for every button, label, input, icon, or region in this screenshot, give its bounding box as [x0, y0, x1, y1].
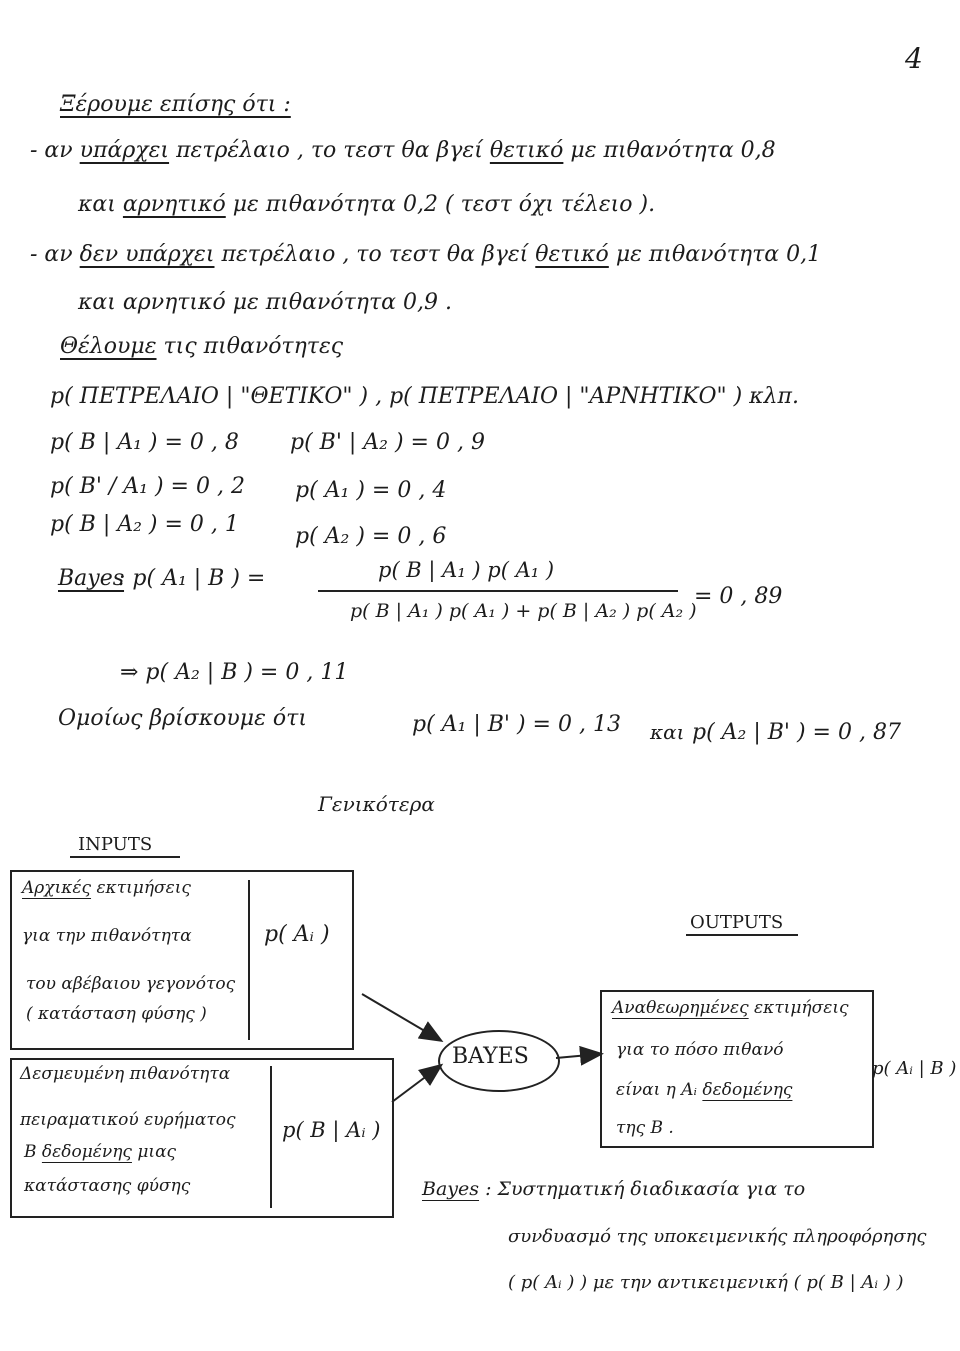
- targets-line: p( ΠΕΤΡΕΛΑΙΟ | "ΘΕΤΙΚΟ" ) , p( ΠΕΤΡΕΛΑΙΟ | "ΑΡΝΗΤΙΚΟ" ) κλπ.: [50, 384, 799, 409]
- page-number: 4: [905, 42, 923, 75]
- bayes-node-label: BAYES: [452, 1044, 529, 1069]
- posterior-line4: της B .: [616, 1118, 674, 1138]
- case1b-prefix: και: [78, 192, 116, 217]
- arrow-likelihood-to-bayes: [392, 1066, 440, 1102]
- bayes-numerator: p( B | A₁ ) p( A₁ ): [378, 558, 555, 582]
- likelihood-line1: Δεσμευμένη πιθανότητα: [20, 1064, 231, 1084]
- case1-suffix: με πιθανότητα 0,8: [570, 138, 776, 163]
- posterior-title-u: Αναθεωρημένες: [612, 998, 749, 1018]
- footer-line1: [422, 1178, 805, 1200]
- bayes-denominator: p( B | A₁ ) p( A₁ ) + p( B | A₂ ) p( A₂ ): [350, 600, 697, 622]
- similarly-and: και: [650, 720, 685, 744]
- arrow-prior-to-bayes: [362, 994, 440, 1040]
- case1-exists: υπάρχει: [79, 138, 170, 163]
- posterior-title-rest: εκτιμήσεις: [754, 998, 849, 1018]
- similarly-eq1: p( A₁ | B' ) = 0 , 13: [412, 712, 621, 737]
- case2-prefix: - αν: [30, 242, 73, 267]
- case1-positive: θετικό: [489, 138, 564, 163]
- likelihood-b: B: [24, 1142, 37, 1162]
- case1-mid: πετρέλαιο , το τεστ θα βγεί: [176, 138, 483, 163]
- bayes-result: = 0 , 89: [694, 584, 783, 609]
- prob-b-a2: p( B | A₂ ) = 0 , 1: [50, 512, 239, 537]
- posterior-title: [612, 998, 849, 1018]
- case2-suffix: με πιθανότητα 0,1: [615, 242, 822, 267]
- likelihood-given: δεδομένης: [41, 1142, 132, 1162]
- likelihood-line4: κατάστασης φύσης: [24, 1176, 191, 1196]
- posterior-given: δεδομένης: [702, 1080, 793, 1100]
- posterior-line3: [616, 1080, 792, 1100]
- footer-line2: συνδυασμό της υποκειμενικής πληροφόρησης: [508, 1226, 927, 1247]
- posterior-line3-prefix: είναι η Aᵢ: [616, 1080, 697, 1100]
- similarly-eq2: p( A₂ | B' ) = 0 , 87: [692, 720, 901, 745]
- case2-not-exists: δεν υπάρχει: [79, 242, 215, 267]
- case2-line2: και αρνητικό με πιθανότητα 0,9 .: [78, 290, 452, 315]
- prob-bprime-a1: p( B' / A₁ ) = 0 , 2: [50, 474, 245, 499]
- case2-positive: θετικό: [535, 242, 609, 267]
- posterior-line2: για το πόσο πιθανό: [616, 1040, 784, 1060]
- prior-line3: του αβέβαιου γεγονότος: [26, 974, 236, 994]
- implies-line: ⇒ p( A₂ | B ) = 0 , 11: [120, 660, 349, 685]
- footer-line3: ( p( Aᵢ ) ) με την αντικειμενική ( p( B | Aᵢ ) ): [508, 1272, 904, 1293]
- prior-title-u: Αρχικές: [22, 878, 92, 898]
- want-rest: τις πιθανότητες: [163, 334, 344, 359]
- prob-bprime-a2: p( B' | A₂ ) = 0 , 9: [290, 430, 485, 455]
- want-label: Θέλουμε: [60, 334, 157, 359]
- case1b-negative: αρνητικό: [122, 192, 226, 217]
- prior-symbol: p( Aᵢ ): [264, 922, 330, 947]
- intro-line: Ξέρουμε επίσης ότι :: [60, 92, 291, 117]
- bayes-lhs: : p( A₁ | B ) =: [118, 566, 266, 591]
- likelihood-line2: πειραματικού ευρήματος: [20, 1110, 236, 1130]
- similarly-text: Ομοίως βρίσκουμε ότι: [58, 706, 307, 731]
- generally-heading: Γενικότερα: [318, 792, 435, 816]
- case1b-suffix: με πιθανότητα 0,2 ( τεστ όχι τέλειο ).: [232, 192, 656, 217]
- likelihood-a: μιας: [137, 1142, 177, 1162]
- prob-b-a1: p( B | A₁ ) = 0 , 8: [50, 430, 239, 455]
- prob-a1: p( A₁ ) = 0 , 4: [295, 478, 447, 503]
- prior-line2: για την πιθανότητα: [22, 926, 192, 946]
- prior-title-rest: εκτιμήσεις: [96, 878, 191, 898]
- footer-label: Bayes: [422, 1178, 480, 1200]
- case1-prefix: - αν: [30, 138, 73, 163]
- posterior-symbol: p( Aᵢ | B ): [872, 1058, 957, 1079]
- case2-mid: πετρέλαιο , το τεστ θα βγεί: [221, 242, 529, 267]
- prob-a2: p( A₂ ) = 0 , 6: [295, 524, 447, 549]
- footer-line1-rest: : Συστηματική διαδικασία για το: [485, 1178, 806, 1200]
- bayes-label: Bayes: [58, 566, 125, 591]
- arrow-bayes-to-output: [556, 1054, 600, 1058]
- outputs-label: OUTPUTS: [690, 912, 784, 933]
- likelihood-symbol: p( B | Aᵢ ): [282, 1118, 381, 1142]
- prior-line4: ( κατάσταση φύσης ): [26, 1004, 207, 1024]
- inputs-label: INPUTS: [78, 834, 153, 855]
- outputs-underline: [686, 934, 798, 936]
